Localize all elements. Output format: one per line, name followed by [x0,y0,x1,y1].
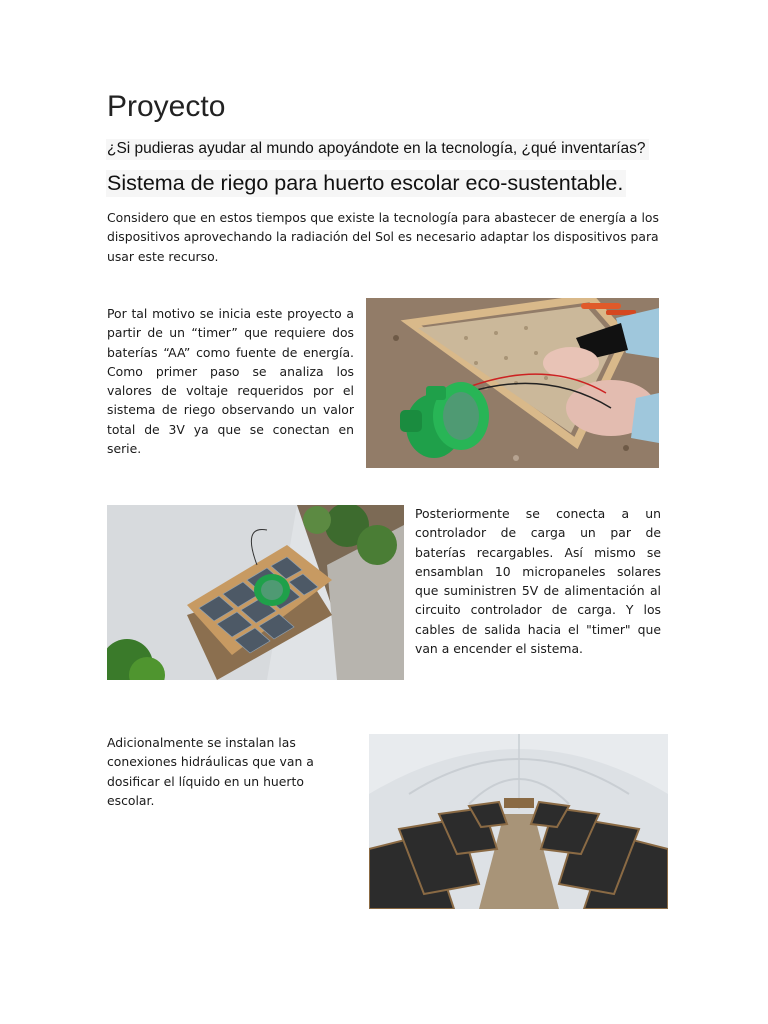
guiding-question: ¿Si pudieras ayudar al mundo apoyándote en la tecnología, ¿qué inventarías? [106,139,649,160]
intro-paragraph: Considero que en estos tiempos que existe la tecnología para abastecer de energía a los dispositivos aprovechando la radiación del Sol es necesario adaptar los dispositivos para usar este recurso. [107,210,659,264]
solar-panels-photo [107,505,404,680]
project-subtitle: Sistema de riego para huerto escolar eco-sustentable. [106,170,626,197]
hydraulic-paragraph: Adicionalmente se instalan las conexiones hidráulicas que van a dosificar el líquido en un huerto escolar. [107,735,314,808]
timer-paragraph: Por tal motivo se inicia este proyecto a partir de un “timer” que requiere dos baterías “AA” como fuente de energía. Como primer paso se analiza los valores de voltaje requeridos por el sistema de riego observando un valor total de 3V ya que se conectan en serie. [107,306,354,457]
greenhouse-photo [369,734,668,909]
solar-paragraph: Posteriormente se conecta a un controlador de carga un par de baterías recargables. Así mismo se ensamblan 10 micropaneles solares que suministren 5V de alimentación al circuito controlador de carga. Y los cables de salida hacia el "timer" que van a encender el sistema. [415,506,661,657]
page-title: Proyecto [107,90,226,123]
timer-photo [366,298,659,468]
